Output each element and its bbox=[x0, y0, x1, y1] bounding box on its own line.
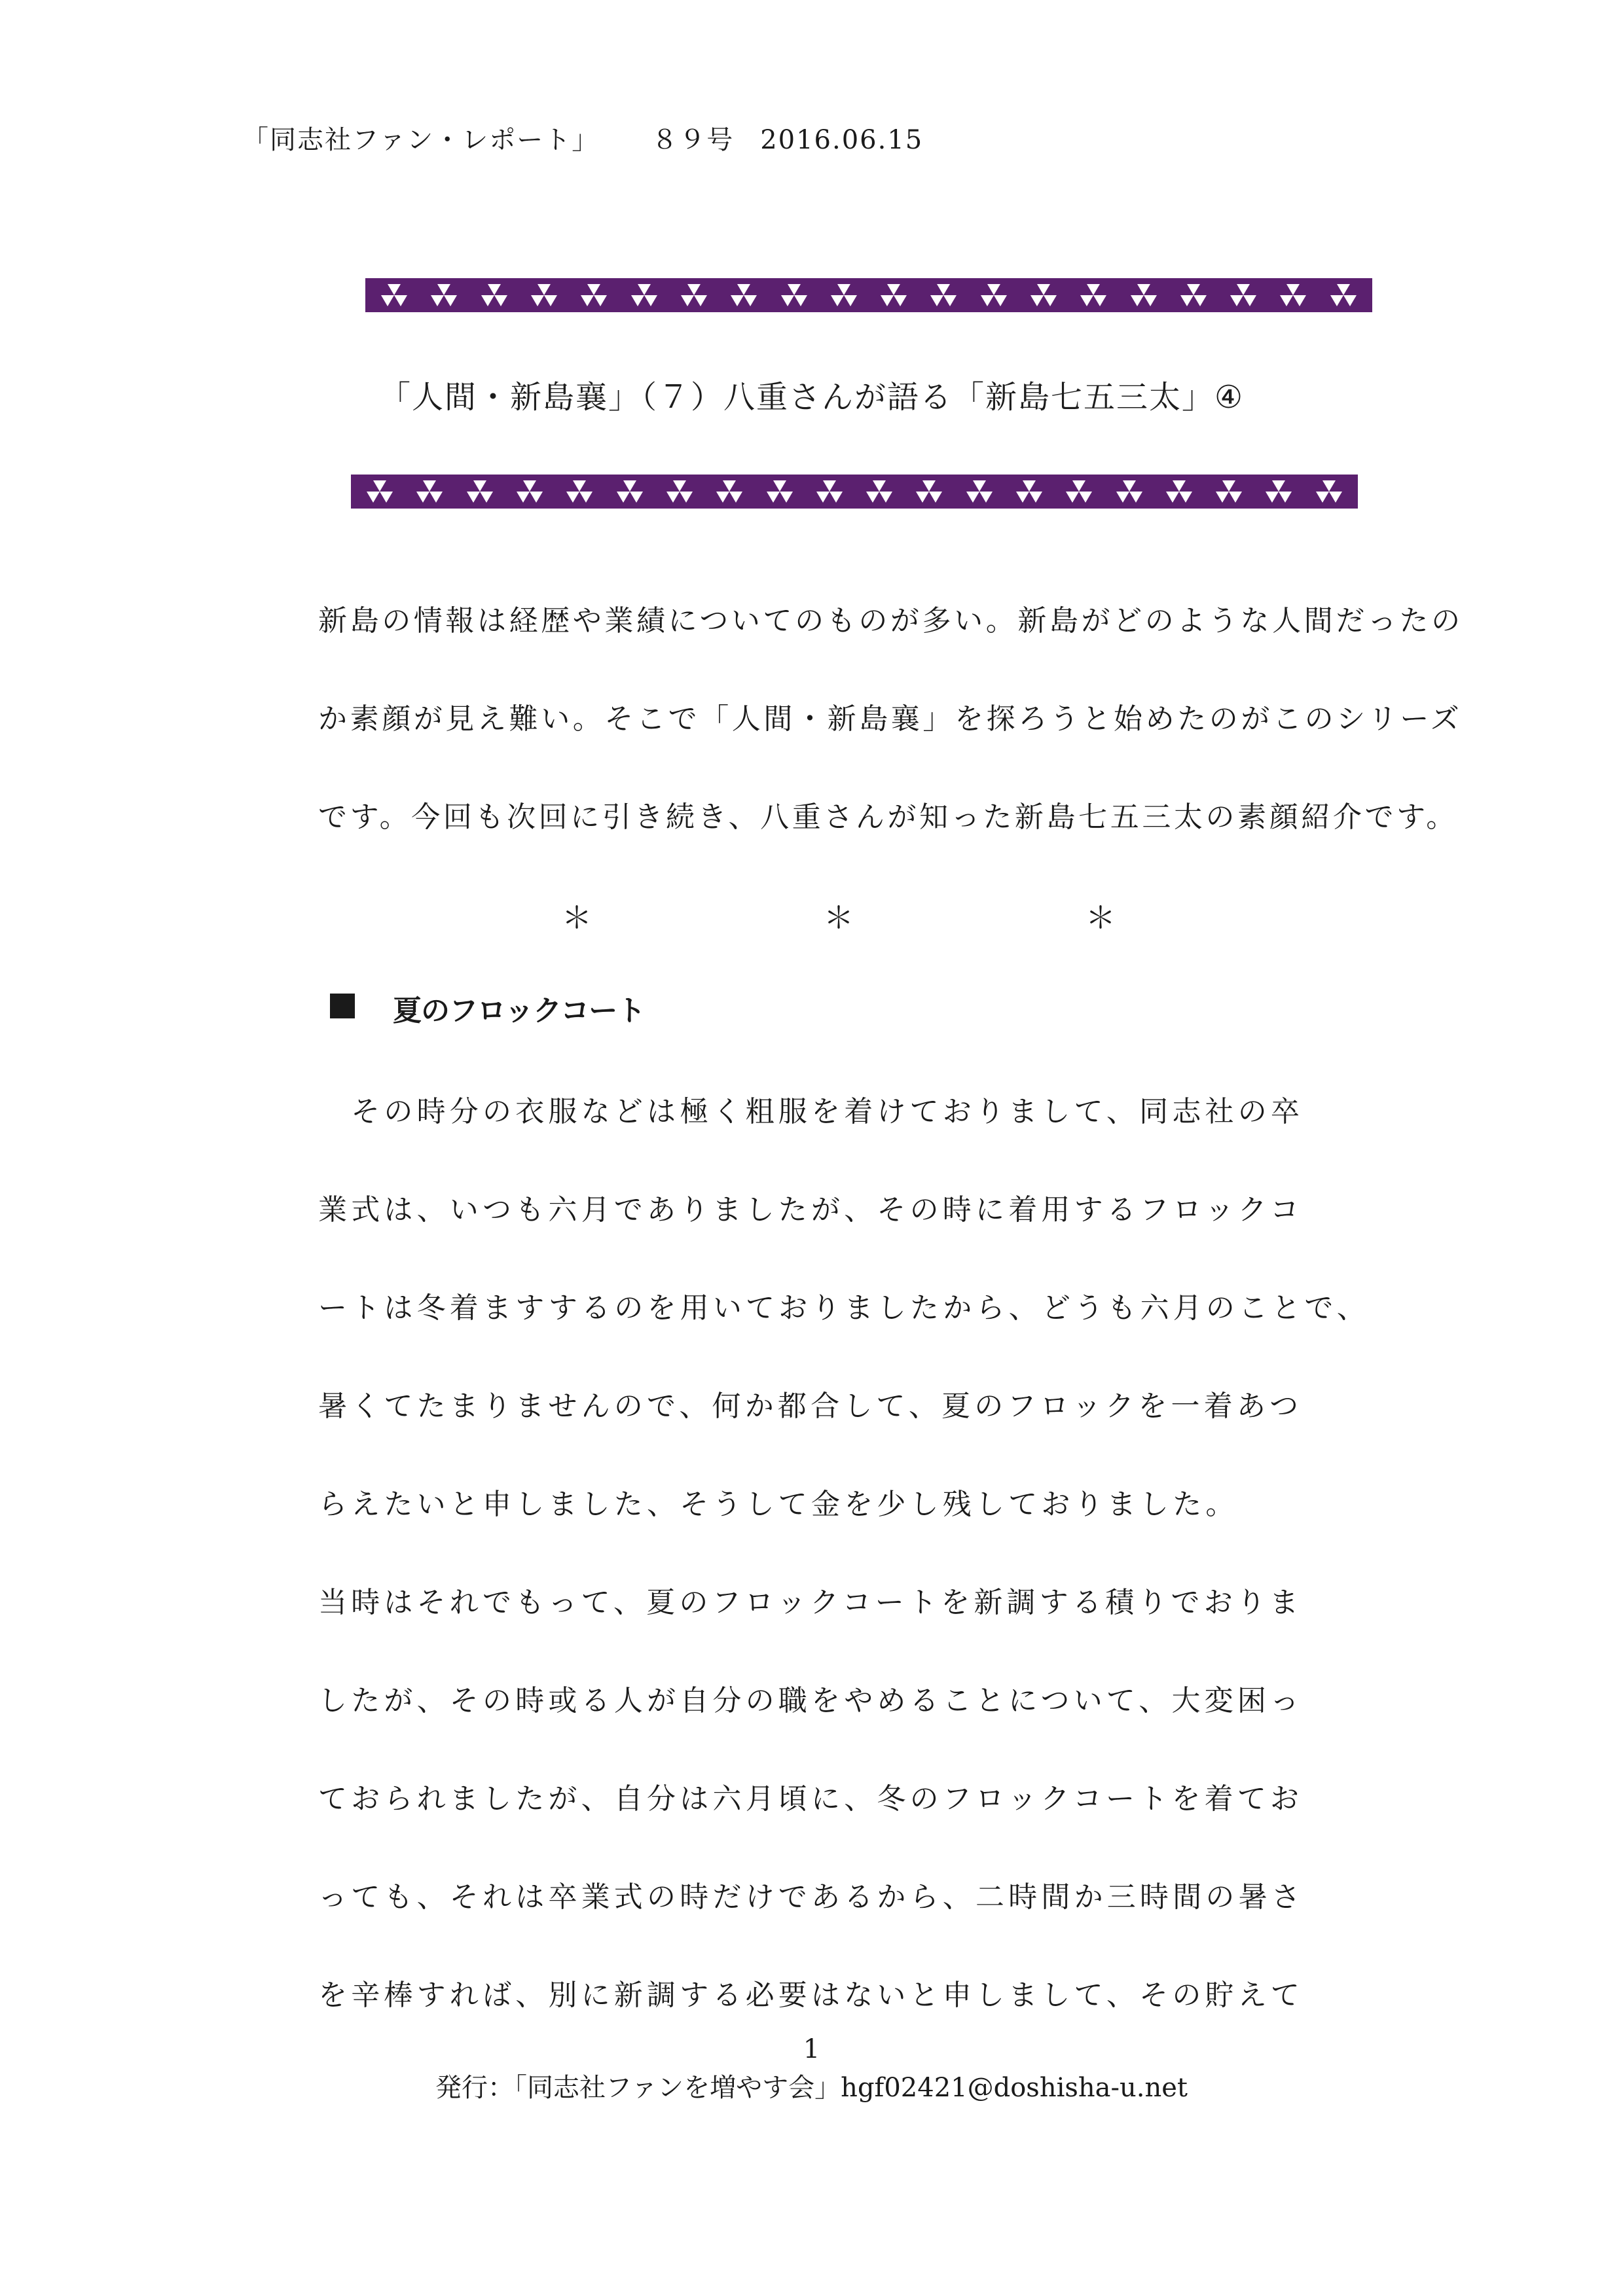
triple-triangle-crest-icon bbox=[715, 479, 744, 504]
triple-triangle-crest-icon bbox=[965, 479, 994, 504]
triple-triangle-crest-icon bbox=[1015, 479, 1044, 504]
publisher-footer: 発行：「同志社ファンを増やす会」hgf02421@doshisha-u.net bbox=[435, 2073, 1188, 2103]
triple-triangle-crest-icon bbox=[429, 283, 458, 308]
square-bullet-icon bbox=[330, 994, 355, 1018]
body-line: 当時はそれでもって、夏のフロックコートを新調する積りでおりま bbox=[318, 1586, 1303, 1619]
issue-number: ８９号 bbox=[651, 125, 735, 155]
triple-triangle-crest-icon bbox=[480, 283, 509, 308]
triple-triangle-crest-icon bbox=[1329, 283, 1358, 308]
body-line: ておられましたが、自分は六月頃に、冬のフロックコートを着てお bbox=[318, 1782, 1304, 1816]
triple-triangle-crest-icon bbox=[380, 283, 409, 308]
asterisk-icon: ＊ bbox=[562, 900, 592, 935]
body-line: っても、それは卒業式の時だけであるから、二時間か三時間の暑さ bbox=[318, 1880, 1304, 1914]
triple-triangle-crest-icon bbox=[879, 283, 908, 308]
body-line: らえたいと申しました、そうして金を少し残しておりました。 bbox=[318, 1488, 1239, 1521]
triple-triangle-crest-icon bbox=[830, 283, 858, 308]
triple-triangle-crest-icon bbox=[1129, 283, 1158, 308]
asterisk-icon: ＊ bbox=[824, 900, 854, 935]
section-heading: 夏のフロックコート bbox=[393, 994, 646, 1028]
triple-triangle-crest-icon bbox=[1315, 479, 1343, 504]
triple-triangle-crest-icon bbox=[615, 479, 644, 504]
triple-triangle-crest-icon bbox=[465, 479, 494, 504]
triple-triangle-crest-icon bbox=[565, 479, 594, 504]
intro-line: です。今回も次回に引き続き、八重さんが知った新島七五三太の素顔紹介です。 bbox=[318, 800, 1458, 834]
triple-triangle-crest-icon bbox=[915, 479, 943, 504]
triple-triangle-crest-icon bbox=[1029, 283, 1058, 308]
running-header bbox=[242, 119, 923, 156]
triple-triangle-crest-icon bbox=[815, 479, 844, 504]
triple-triangle-crest-icon bbox=[415, 479, 444, 504]
body-line: 暑くてたまりませんので、何か都合して、夏のフロックを一着あつ bbox=[318, 1390, 1303, 1423]
body-line: を辛棒すれば、別に新調する必要はないと申しまして、その貯えて bbox=[318, 1979, 1304, 2012]
triple-triangle-crest-icon bbox=[1065, 479, 1093, 504]
triple-triangle-crest-icon bbox=[1214, 479, 1243, 504]
publication-name: 「同志社ファン・レポート」 bbox=[242, 125, 600, 155]
triple-triangle-crest-icon bbox=[1165, 479, 1194, 504]
triple-triangle-crest-icon bbox=[765, 479, 794, 504]
body-line: したが、その時或る人が自分の職をやめることについて、大変困っ bbox=[318, 1684, 1304, 1717]
page-number: 1 bbox=[803, 2034, 820, 2064]
triple-triangle-crest-icon bbox=[1229, 283, 1258, 308]
triple-triangle-crest-icon bbox=[865, 479, 894, 504]
body-line: ートは冬着ますするのを用いておりましたから、どうも六月のことで、 bbox=[318, 1291, 1370, 1325]
triple-triangle-crest-icon bbox=[579, 283, 608, 308]
triple-triangle-crest-icon bbox=[680, 283, 708, 308]
triple-triangle-crest-icon bbox=[630, 283, 659, 308]
triple-triangle-crest-icon bbox=[665, 479, 694, 504]
article-title: 「人間・新島襄」（７）八重さんが語る「新島七五三太」④ bbox=[378, 379, 1245, 416]
issue-date: 2016.06.15 bbox=[760, 125, 924, 155]
body-line: その時分の衣服などは極く粗服を着けておりまして、同志社の卒 bbox=[318, 1095, 1304, 1128]
decorative-banner-top bbox=[365, 278, 1372, 312]
triple-triangle-crest-icon bbox=[1264, 479, 1293, 504]
intro-line: か素顔が見え難い。そこで「人間・新島襄」を探ろうと始めたのがこのシリーズ bbox=[318, 702, 1463, 736]
decorative-banner-bottom bbox=[351, 475, 1358, 509]
intro-line: 新島の情報は経歴や業績についてのものが多い。新島がどのような人間だったの bbox=[318, 604, 1463, 637]
triple-triangle-crest-icon bbox=[1079, 283, 1108, 308]
body-line: 業式は、いつも六月でありましたが、その時に着用するフロックコ bbox=[318, 1193, 1304, 1227]
triple-triangle-crest-icon bbox=[929, 283, 958, 308]
triple-triangle-crest-icon bbox=[1179, 283, 1208, 308]
triple-triangle-crest-icon bbox=[780, 283, 809, 308]
triple-triangle-crest-icon bbox=[530, 283, 558, 308]
asterisk-icon: ＊ bbox=[1085, 900, 1116, 935]
triple-triangle-crest-icon bbox=[729, 283, 758, 308]
triple-triangle-crest-icon bbox=[1279, 283, 1307, 308]
triple-triangle-crest-icon bbox=[365, 479, 394, 504]
triple-triangle-crest-icon bbox=[515, 479, 544, 504]
triple-triangle-crest-icon bbox=[979, 283, 1008, 308]
triple-triangle-crest-icon bbox=[1115, 479, 1144, 504]
